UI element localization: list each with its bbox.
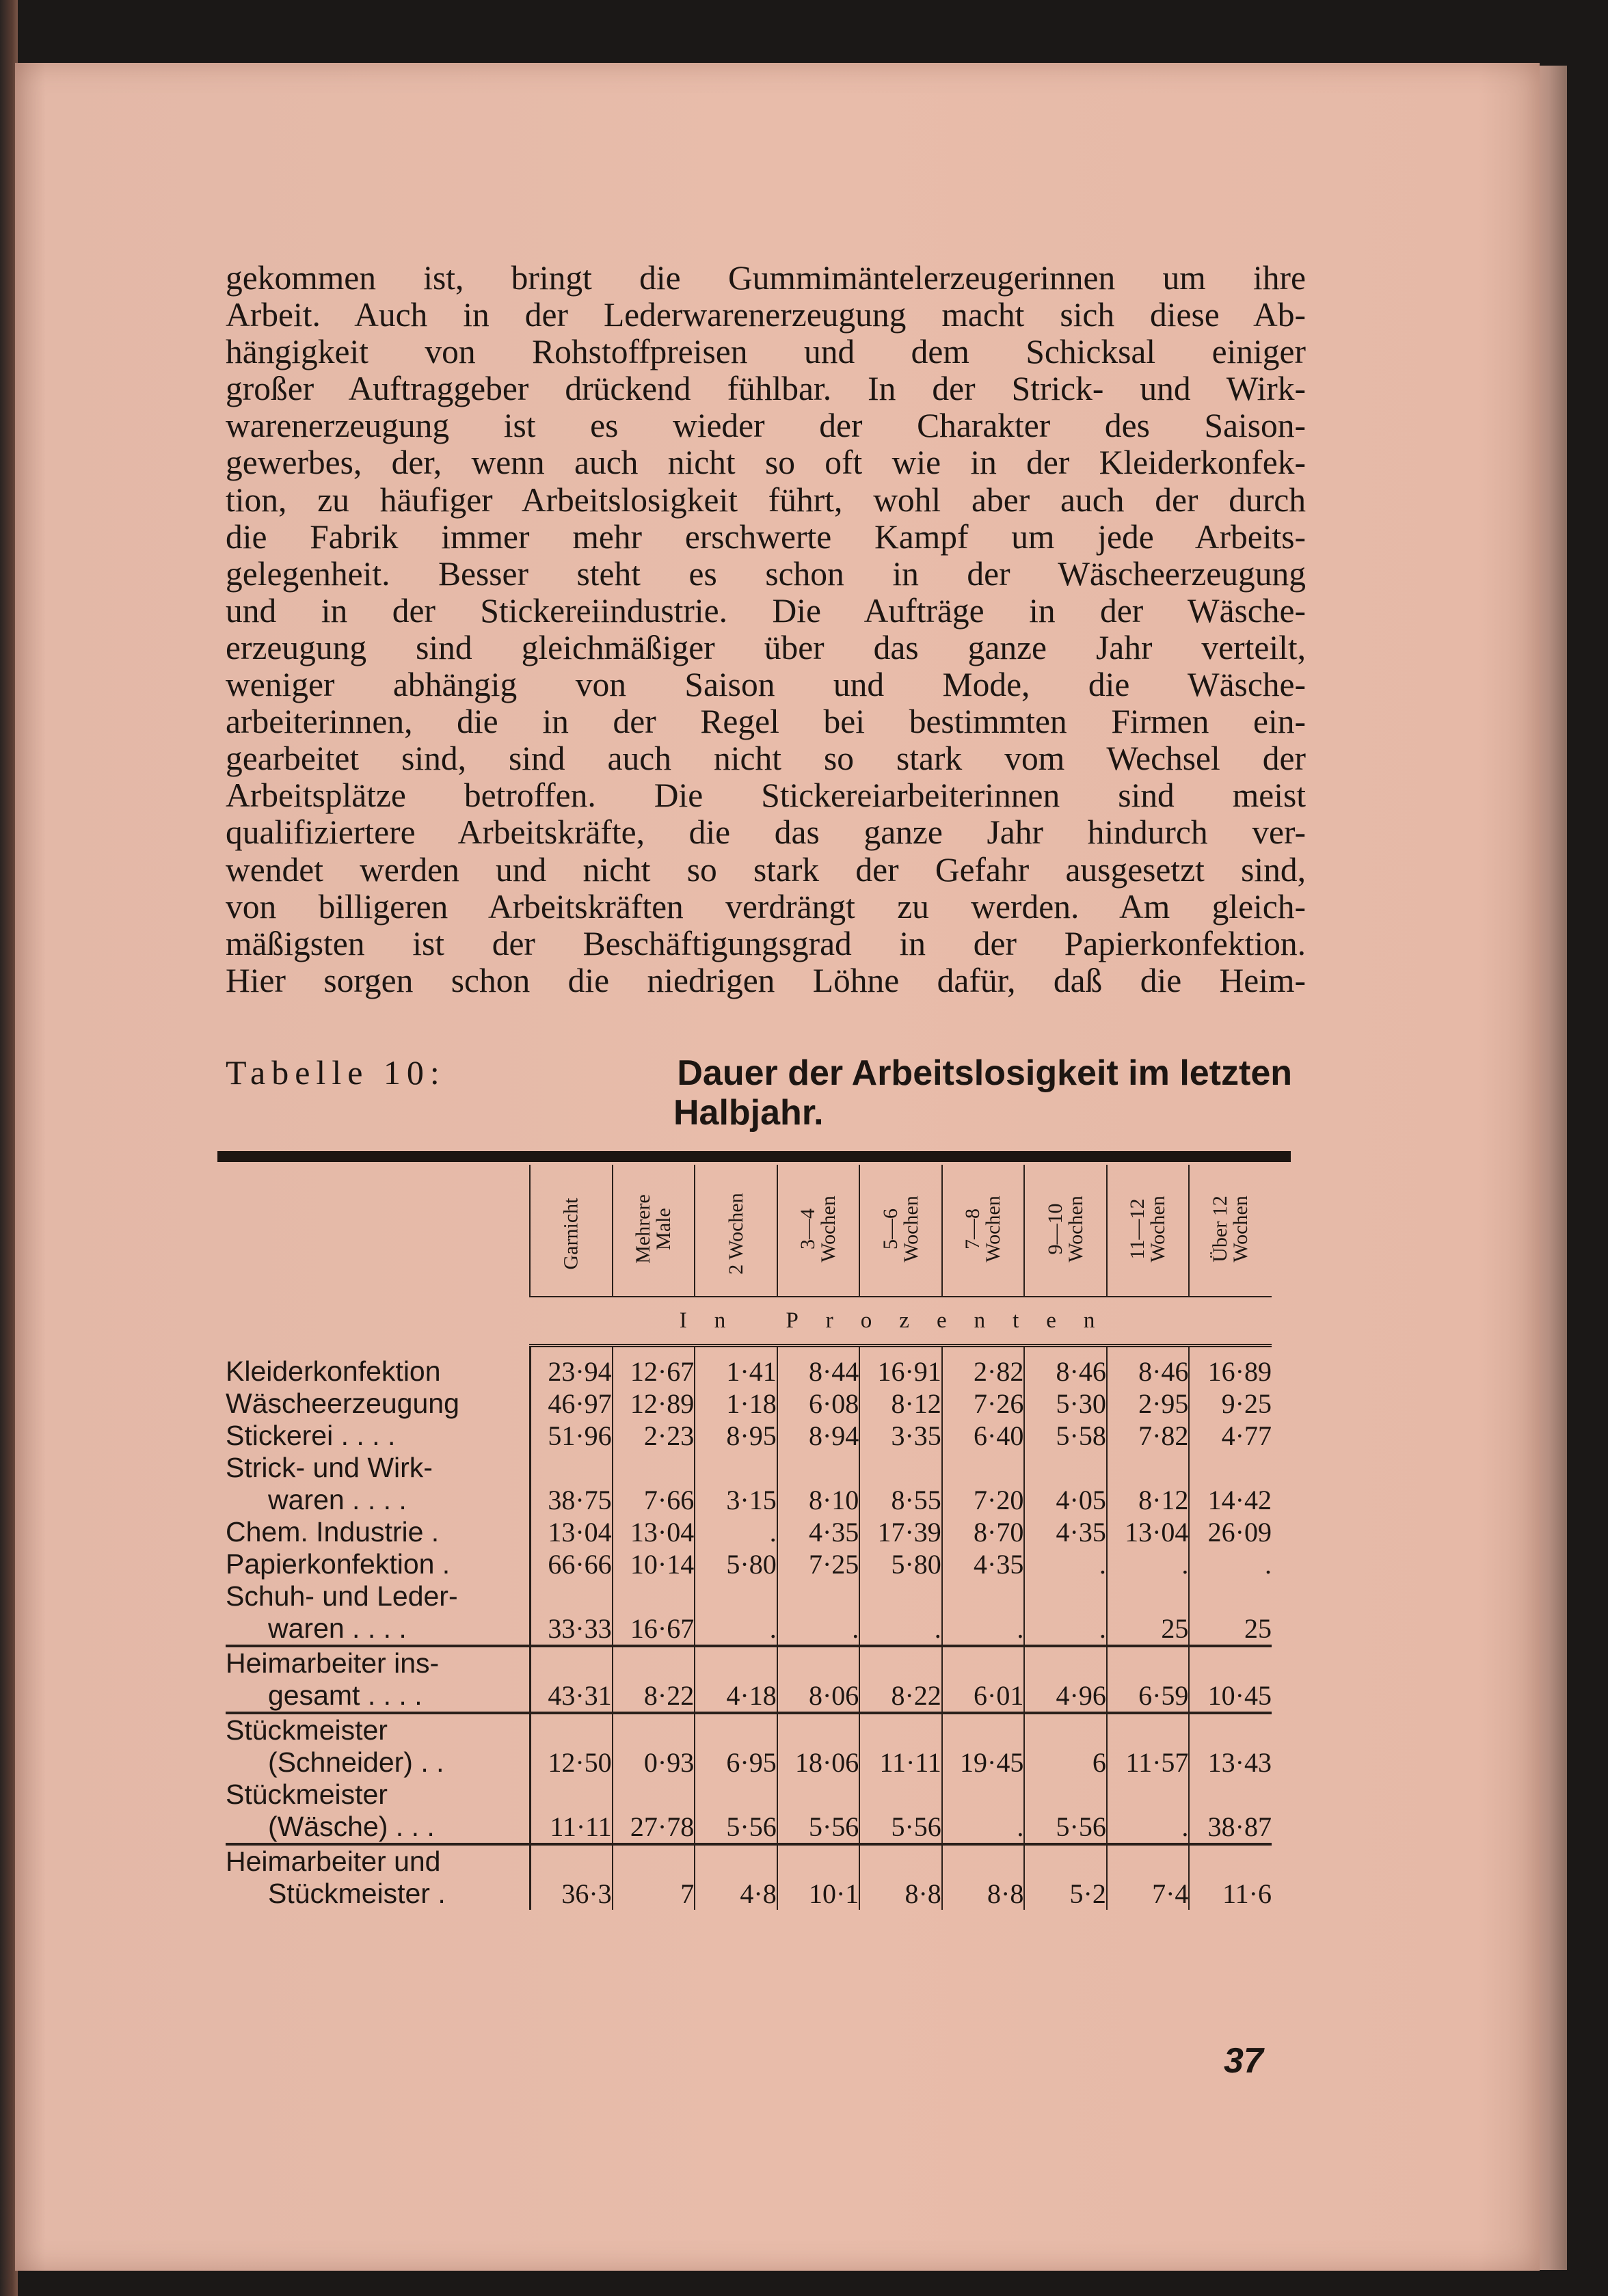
table-cell: 18·06 bbox=[777, 1713, 860, 1779]
row-label-text: waren . . . . bbox=[268, 1484, 407, 1515]
row-label-text: Kleiderkonfektion bbox=[226, 1355, 441, 1387]
row-label bbox=[226, 1844, 530, 1910]
table-cell: 7·25 bbox=[777, 1548, 860, 1580]
table-cell: . bbox=[942, 1779, 1025, 1844]
table-cell: . bbox=[1107, 1548, 1190, 1580]
table-cell: 14·42 bbox=[1189, 1452, 1272, 1516]
table-cell: 16·89 bbox=[1189, 1346, 1272, 1388]
table-cell: 13·04 bbox=[530, 1516, 613, 1548]
row-label-text: Stickerei . . . . bbox=[226, 1420, 396, 1451]
row-label-text: Schuh- und Leder- bbox=[226, 1580, 458, 1612]
column-header-text: 5—6 bbox=[879, 1208, 902, 1250]
table-cell: 12·50 bbox=[530, 1713, 613, 1779]
table-cell: 6·01 bbox=[942, 1646, 1025, 1713]
table-cell: 11·57 bbox=[1107, 1713, 1190, 1779]
paragraph-line: Arbeitsplätze betroffen. Die Stickereiarbeiterinnen sind meist bbox=[226, 776, 1306, 815]
table-cell: 46·97 bbox=[530, 1388, 613, 1420]
page-edge bbox=[1537, 66, 1567, 2270]
paragraph-line: mäßigsten ist der Beschäftigungsgrad in der Papierkonfektion. bbox=[226, 924, 1306, 962]
row-label bbox=[226, 1580, 530, 1646]
row-label bbox=[226, 1388, 530, 1420]
column-header bbox=[1024, 1165, 1107, 1297]
column-header-text: Garnicht bbox=[559, 1198, 582, 1269]
table-row bbox=[226, 1388, 1272, 1420]
caption-label: Tabelle 10: bbox=[226, 1053, 446, 1092]
paragraph-line: arbeiterinnen, die in der Regel bei bestimmten Firmen ein- bbox=[226, 703, 1306, 741]
table-cell: 43·31 bbox=[530, 1646, 613, 1713]
table-cell: 4·35 bbox=[1024, 1516, 1107, 1548]
column-header-text: Wochen bbox=[1229, 1195, 1252, 1262]
table-cell: 11·11 bbox=[530, 1779, 613, 1844]
table-row bbox=[226, 1346, 1272, 1388]
table-header-row bbox=[226, 1165, 1272, 1297]
table-cell: 8·06 bbox=[777, 1646, 860, 1713]
column-header bbox=[859, 1165, 942, 1297]
table-cell: 8·8 bbox=[859, 1844, 942, 1910]
table-cell: 19·45 bbox=[942, 1713, 1025, 1779]
table-cell: 17·39 bbox=[859, 1516, 942, 1548]
row-label bbox=[226, 1713, 530, 1779]
table-cell: 8·8 bbox=[942, 1844, 1025, 1910]
table-cell: 4·05 bbox=[1024, 1452, 1107, 1516]
unit-row bbox=[226, 1297, 1272, 1346]
table-cell: . bbox=[1189, 1548, 1272, 1580]
row-label bbox=[226, 1516, 530, 1548]
column-header-text: Male bbox=[652, 1207, 675, 1250]
paragraph-line: großer Auftraggeber drückend fühlbar. In der Strick- und Wirk- bbox=[226, 370, 1306, 408]
header-stub bbox=[226, 1165, 530, 1297]
table-cell: 7·82 bbox=[1107, 1420, 1190, 1452]
table-cell: 2·82 bbox=[942, 1346, 1025, 1388]
row-label bbox=[226, 1346, 530, 1388]
table-cell: 38·87 bbox=[1189, 1779, 1272, 1844]
row-label-text: Stückmeister . bbox=[268, 1878, 446, 1909]
row-label bbox=[226, 1548, 530, 1580]
paragraph-line: Hier sorgen schon die niedrigen Löhne dafür, daß die Heim- bbox=[226, 961, 1306, 999]
table-cell: 25 bbox=[1189, 1580, 1272, 1646]
paragraph-line: wendet werden und nicht so stark der Gefahr ausgesetzt sind, bbox=[226, 850, 1306, 889]
table-cell: 5·58 bbox=[1024, 1420, 1107, 1452]
table-cell: 26·09 bbox=[1189, 1516, 1272, 1548]
table-row bbox=[226, 1548, 1272, 1580]
table-cell: 4·35 bbox=[777, 1516, 860, 1548]
row-label-text: Heimarbeiter und bbox=[226, 1846, 441, 1877]
paragraph-line: die Fabrik immer mehr erschwerte Kampf um jede Arbeits- bbox=[226, 517, 1306, 556]
paragraph-line: qualifiziertere Arbeitskräfte, die das ganze Jahr hindurch ver- bbox=[226, 813, 1306, 852]
paragraph-line: hängigkeit von Rohstoffpreisen und dem Schicksal einiger bbox=[226, 333, 1306, 371]
column-header-text: 9—10 bbox=[1043, 1203, 1067, 1255]
paragraph-line: gewerbes, der, wenn auch nicht so oft wie in der Kleiderkonfek- bbox=[226, 444, 1306, 482]
paragraph-line: und in der Stickereiindustrie. Die Aufträge in der Wäsche- bbox=[226, 591, 1306, 630]
table-cell: 0·93 bbox=[613, 1713, 695, 1779]
paragraph-line: von billigeren Arbeitskräften verdrängt zu werden. Am gleich- bbox=[226, 887, 1306, 926]
row-label-text: waren . . . . bbox=[268, 1612, 407, 1644]
unit-row-stub bbox=[226, 1297, 530, 1346]
table-cell: 33·33 bbox=[530, 1580, 613, 1646]
table-cell: 2·95 bbox=[1107, 1388, 1190, 1420]
table-cell: 5·80 bbox=[859, 1548, 942, 1580]
table-cell: 8·95 bbox=[695, 1420, 777, 1452]
row-label-text: Papierkonfektion . bbox=[226, 1548, 451, 1580]
column-header-text: 2 Wochen bbox=[724, 1192, 747, 1275]
table-cell: 5·56 bbox=[695, 1779, 777, 1844]
column-header-text: Wochen bbox=[816, 1195, 840, 1262]
table-cell: 6·59 bbox=[1107, 1646, 1190, 1713]
table-cell: 16·91 bbox=[859, 1346, 942, 1388]
row-label-text: Chem. Industrie . bbox=[226, 1516, 440, 1548]
table-cell: 8·12 bbox=[1107, 1452, 1190, 1516]
row-label bbox=[226, 1646, 530, 1713]
table-cell: . bbox=[695, 1516, 777, 1548]
table-cell: 51·96 bbox=[530, 1420, 613, 1452]
table-cell: . bbox=[777, 1580, 860, 1646]
table-cell: 4·18 bbox=[695, 1646, 777, 1713]
column-header-text: Wochen bbox=[1147, 1195, 1170, 1262]
row-label bbox=[226, 1420, 530, 1452]
table-cell: 8·22 bbox=[859, 1646, 942, 1713]
table-cell: 7·26 bbox=[942, 1388, 1025, 1420]
paragraph-line: gelegenheit. Besser steht es schon in der Wäscheerzeugung bbox=[226, 554, 1306, 593]
table-cell: 8·46 bbox=[1024, 1346, 1107, 1388]
table-cell: 27·78 bbox=[613, 1779, 695, 1844]
column-header-text: 3—4 bbox=[796, 1208, 819, 1250]
table-row bbox=[226, 1580, 1272, 1646]
table-cell: 8·10 bbox=[777, 1452, 860, 1516]
row-label-text: Strick- und Wirk- bbox=[226, 1452, 433, 1483]
row-label-text: (Schneider) . . bbox=[268, 1746, 444, 1778]
column-header-text: 7—8 bbox=[961, 1208, 984, 1250]
table-cell: 10·1 bbox=[777, 1844, 860, 1910]
paragraph-line: erzeugung sind gleichmäßiger über das ganze Jahr verteilt, bbox=[226, 628, 1306, 666]
row-label-text: Stückmeister bbox=[226, 1714, 388, 1746]
paragraph-line: warenerzeugung ist es wieder der Charakter des Saison- bbox=[226, 407, 1306, 445]
caption-title-line-2: Halbjahr. bbox=[673, 1093, 824, 1133]
table-cell: 25 bbox=[1107, 1580, 1190, 1646]
table-cell: 8·55 bbox=[859, 1452, 942, 1516]
table-cell: 11·6 bbox=[1189, 1844, 1272, 1910]
table-cell: 12·67 bbox=[613, 1346, 695, 1388]
table-cell: 36·3 bbox=[530, 1844, 613, 1910]
table-cell: 7·66 bbox=[613, 1452, 695, 1516]
table-cell: 23·94 bbox=[530, 1346, 613, 1388]
table-top-rule bbox=[217, 1151, 1291, 1162]
table-cell: 6·08 bbox=[777, 1388, 860, 1420]
row-label-text: Stückmeister bbox=[226, 1779, 388, 1810]
table-cell: 8·94 bbox=[777, 1420, 860, 1452]
table-cell: 7·20 bbox=[942, 1452, 1025, 1516]
table-row bbox=[226, 1516, 1272, 1548]
column-header bbox=[942, 1165, 1025, 1297]
unit-label: In Prozenten bbox=[530, 1297, 1272, 1346]
paragraph-line: weniger abhängig von Saison und Mode, die Wäsche- bbox=[226, 666, 1306, 704]
table-cell: 13·04 bbox=[1107, 1516, 1190, 1548]
table-cell: 5·56 bbox=[1024, 1779, 1107, 1844]
table-cell: 5·56 bbox=[777, 1779, 860, 1844]
table-cell: 13·04 bbox=[613, 1516, 695, 1548]
table-cell: 8·70 bbox=[942, 1516, 1025, 1548]
column-header-text: Wochen bbox=[982, 1195, 1005, 1262]
caption-title-line-1: Dauer der Arbeitslosigkeit im letzten bbox=[677, 1053, 1292, 1093]
table-cell: 10·14 bbox=[613, 1548, 695, 1580]
table-cell: . bbox=[695, 1580, 777, 1646]
table-cell: . bbox=[1107, 1779, 1190, 1844]
table-cell: 4·96 bbox=[1024, 1646, 1107, 1713]
table-cell: 8·44 bbox=[777, 1346, 860, 1388]
table-row bbox=[226, 1713, 1272, 1779]
table-cell: 8·12 bbox=[859, 1388, 942, 1420]
row-label-text: (Wäsche) . . . bbox=[268, 1811, 435, 1842]
table-cell: 9·25 bbox=[1189, 1388, 1272, 1420]
row-label-text: Heimarbeiter ins- bbox=[226, 1647, 440, 1679]
table-cell: 4·35 bbox=[942, 1548, 1025, 1580]
table-cell: 10·45 bbox=[1189, 1646, 1272, 1713]
table-cell: 16·67 bbox=[613, 1580, 695, 1646]
paragraph-line: Arbeit. Auch in der Lederwarenerzeugung macht sich diese Ab- bbox=[226, 296, 1306, 334]
table-cell: 3·35 bbox=[859, 1420, 942, 1452]
row-label-text: gesamt . . . . bbox=[268, 1679, 423, 1711]
column-header bbox=[1107, 1165, 1190, 1297]
table-cell: 13·43 bbox=[1189, 1713, 1272, 1779]
table-cell: 38·75 bbox=[530, 1452, 613, 1516]
table-cell: 4·8 bbox=[695, 1844, 777, 1910]
table-cell: . bbox=[1024, 1580, 1107, 1646]
table-cell: 6·95 bbox=[695, 1713, 777, 1779]
table-cell: 5·80 bbox=[695, 1548, 777, 1580]
paragraph-line: gearbeitet sind, sind auch nicht so stark vom Wechsel der bbox=[226, 740, 1306, 778]
paragraph bbox=[226, 260, 1306, 999]
column-header bbox=[530, 1165, 613, 1297]
table-cell: 4·77 bbox=[1189, 1420, 1272, 1452]
table-cell: 7 bbox=[613, 1844, 695, 1910]
table-cell: 3·15 bbox=[695, 1452, 777, 1516]
column-header bbox=[695, 1165, 777, 1297]
paragraph-line: tion, zu häufiger Arbeitslosigkeit führt, wohl aber auch der durch bbox=[226, 481, 1306, 519]
table-cell: 8·22 bbox=[613, 1646, 695, 1713]
table-cell: 5·30 bbox=[1024, 1388, 1107, 1420]
row-label bbox=[226, 1779, 530, 1844]
table-cell: 6 bbox=[1024, 1713, 1107, 1779]
table-cell: 6·40 bbox=[942, 1420, 1025, 1452]
column-header-text: Über 12 bbox=[1209, 1195, 1232, 1262]
table-row bbox=[226, 1844, 1272, 1910]
column-header bbox=[777, 1165, 860, 1297]
column-header-text: 11—12 bbox=[1126, 1198, 1149, 1259]
table-cell: 12·89 bbox=[613, 1388, 695, 1420]
column-header bbox=[613, 1165, 695, 1297]
table-cell: 1·41 bbox=[695, 1346, 777, 1388]
row-label-text: Wäscheerzeugung bbox=[226, 1388, 459, 1419]
table-row bbox=[226, 1420, 1272, 1452]
table-row bbox=[226, 1779, 1272, 1844]
table-cell: . bbox=[859, 1580, 942, 1646]
table-cell: 5·2 bbox=[1024, 1844, 1107, 1910]
column-header-text: Wochen bbox=[1064, 1195, 1087, 1262]
table-cell: 1·18 bbox=[695, 1388, 777, 1420]
table-cell: 7·4 bbox=[1107, 1844, 1190, 1910]
column-header-text: Mehrere bbox=[631, 1193, 654, 1264]
table-cell: 66·66 bbox=[530, 1548, 613, 1580]
column-header-text: Wochen bbox=[899, 1195, 922, 1262]
column-header bbox=[1189, 1165, 1272, 1297]
table-cell: 2·23 bbox=[613, 1420, 695, 1452]
table-cell: 8·46 bbox=[1107, 1346, 1190, 1388]
paragraph-line: gekommen ist, bringt die Gummimäntelerzeugerinnen um ihre bbox=[226, 259, 1306, 297]
table-cell: . bbox=[942, 1580, 1025, 1646]
statistics-table bbox=[226, 1165, 1272, 1910]
table-cell: 5·56 bbox=[859, 1779, 942, 1844]
table-row bbox=[226, 1452, 1272, 1516]
table-row bbox=[226, 1646, 1272, 1713]
table-cell: 11·11 bbox=[859, 1713, 942, 1779]
page-number: 37 bbox=[1224, 2041, 1263, 2081]
row-label bbox=[226, 1452, 530, 1516]
table-cell: . bbox=[1024, 1548, 1107, 1580]
